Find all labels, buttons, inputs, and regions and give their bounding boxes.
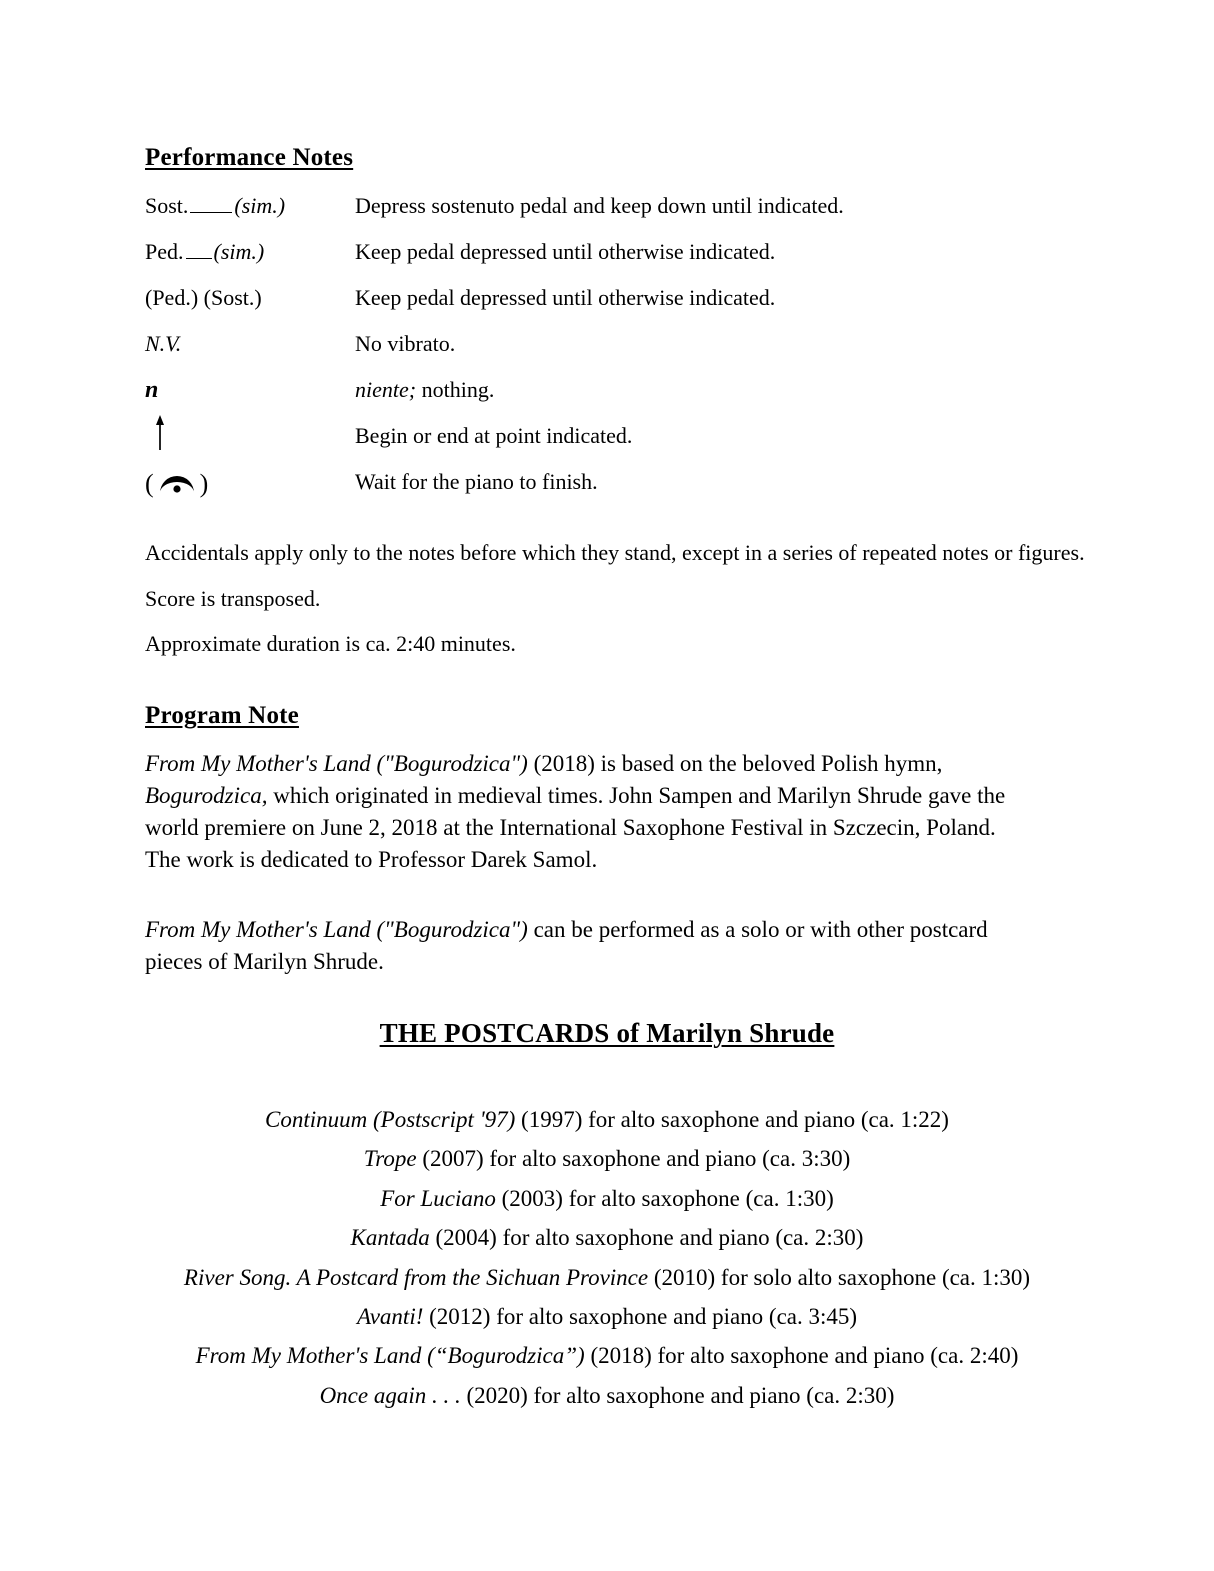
text-segment: (sim.) bbox=[234, 193, 286, 218]
postcard-item bbox=[0, 1179, 1214, 1218]
duration-note: Approximate duration is ca. 2:40 minutes. bbox=[145, 631, 516, 656]
notation-symbol bbox=[145, 285, 355, 311]
notation-symbol bbox=[145, 377, 355, 403]
notation-description bbox=[355, 285, 775, 311]
up-arrow-icon bbox=[153, 415, 167, 451]
postcard-details: (2020) for alto saxophone and piano (ca. 2:30) bbox=[460, 1382, 895, 1408]
text-segment: Keep pedal depressed until otherwise indicated. bbox=[355, 285, 776, 310]
postcard-details: (2003) for alto saxophone (ca. 1:30) bbox=[495, 1185, 834, 1211]
notation-symbol bbox=[145, 331, 355, 357]
notation-symbol bbox=[145, 423, 355, 457]
text-segment: Sost. bbox=[145, 193, 189, 218]
notation-legend bbox=[145, 193, 1174, 515]
postcard-details: (2018) for alto saxophone and piano (ca. 2:40) bbox=[584, 1343, 1019, 1369]
open-paren: ( bbox=[145, 469, 154, 498]
notation-row bbox=[145, 193, 1174, 239]
text-segment: Ped. bbox=[145, 239, 184, 264]
text-segment: N.V. bbox=[145, 331, 182, 356]
underline-rule bbox=[186, 256, 212, 259]
notation-row bbox=[145, 331, 1174, 377]
postcard-item bbox=[0, 1258, 1214, 1297]
text-segment: pieces of Marilyn Shrude. bbox=[145, 949, 384, 974]
postcard-title: River Song. A Postcard from the Sichuan Province bbox=[183, 1264, 649, 1290]
text-segment: From My Mother's Land ("Bogurodzica") bbox=[145, 917, 528, 942]
postcard-title: For Luciano bbox=[380, 1185, 496, 1211]
text-segment: which originated in medieval times. John Sampen and Marilyn Shrude gave the bbox=[267, 783, 1006, 808]
performance-notes-heading: Performance Notes bbox=[145, 144, 354, 171]
notation-row bbox=[145, 423, 1174, 469]
close-paren: ) bbox=[199, 469, 209, 498]
notation-symbol bbox=[145, 239, 355, 265]
text-segment: Begin or end at point indicated. bbox=[355, 423, 633, 448]
postcard-details: (2012) for alto saxophone and piano (ca. 3:45) bbox=[423, 1304, 858, 1330]
postcard-item bbox=[0, 1100, 1214, 1139]
postcard-title: Kantada bbox=[350, 1225, 430, 1251]
notation-row bbox=[145, 377, 1174, 423]
text-segment: No vibrato. bbox=[355, 331, 456, 356]
postcards-list bbox=[0, 1100, 1214, 1415]
text-segment: nothing. bbox=[416, 377, 495, 402]
notation-description bbox=[355, 423, 632, 449]
text-segment: Keep pedal depressed until otherwise indicated. bbox=[355, 239, 776, 264]
postcard-item bbox=[0, 1139, 1214, 1178]
postcards-heading: THE POSTCARDS of Marilyn Shrude bbox=[379, 1018, 835, 1048]
text-segment: (sim.) bbox=[213, 239, 265, 264]
fermata-icon bbox=[157, 469, 197, 499]
notation-description bbox=[355, 377, 494, 403]
text-segment: Bogurodzica, bbox=[145, 783, 268, 808]
text-segment: Wait for the piano to finish. bbox=[355, 469, 598, 494]
text-segment: can be performed as a solo or with other postcard bbox=[527, 917, 988, 942]
text-segment: From My Mother's Land ("Bogurodzica") bbox=[145, 751, 528, 776]
text-segment: (Ped.) (Sost.) bbox=[145, 285, 262, 310]
text-segment: (2018) is based on the beloved Polish hymn, bbox=[527, 751, 943, 776]
underline-rule bbox=[190, 210, 232, 213]
program-paragraph bbox=[145, 914, 1155, 978]
postcard-details: (2007) for alto saxophone and piano (ca. 3:30) bbox=[416, 1146, 851, 1172]
notation-row bbox=[145, 469, 1174, 515]
postcard-item bbox=[0, 1336, 1214, 1375]
notation-row bbox=[145, 239, 1174, 285]
program-paragraph bbox=[145, 748, 1155, 876]
postcard-details: (1997) for alto saxophone and piano (ca. 1:22) bbox=[515, 1107, 949, 1132]
postcard-details: (2010) for solo alto saxophone (ca. 1:30) bbox=[648, 1264, 1031, 1290]
notation-description bbox=[355, 193, 844, 219]
notation-symbol bbox=[145, 193, 355, 219]
postcard-title: From My Mother's Land (“Bogurodzica”) bbox=[195, 1343, 585, 1369]
postcard-title: Avanti! bbox=[356, 1304, 424, 1330]
postcard-title: Trope bbox=[363, 1146, 417, 1172]
postcard-item bbox=[0, 1376, 1214, 1415]
text-segment: niente; bbox=[355, 377, 417, 402]
transposed-note: Score is transposed. bbox=[145, 586, 321, 611]
postcard-item bbox=[0, 1218, 1214, 1257]
postcard-title: Continuum (Postscript '97) bbox=[265, 1107, 516, 1132]
notation-description bbox=[355, 331, 455, 357]
text-segment: world premiere on June 2, 2018 at the International Saxophone Festival in Szczecin, Poland. bbox=[145, 815, 996, 840]
notation-description bbox=[355, 239, 775, 265]
postcard-title: Once again . . . bbox=[319, 1382, 461, 1408]
notation-description bbox=[355, 469, 598, 495]
text-segment: n bbox=[145, 377, 159, 403]
notation-row bbox=[145, 285, 1174, 331]
postcard-item bbox=[0, 1297, 1214, 1336]
program-note-heading: Program Note bbox=[145, 702, 299, 729]
accidentals-note: Accidentals apply only to the notes before which they stand, except in a series of repeated notes or figures. bbox=[145, 540, 1085, 565]
notation-symbol bbox=[145, 469, 355, 499]
text-segment: Depress sostenuto pedal and keep down until indicated. bbox=[355, 193, 844, 218]
postcard-details: (2004) for alto saxophone and piano (ca. 2:30) bbox=[429, 1225, 864, 1251]
text-segment: The work is dedicated to Professor Darek Samol. bbox=[145, 847, 598, 872]
